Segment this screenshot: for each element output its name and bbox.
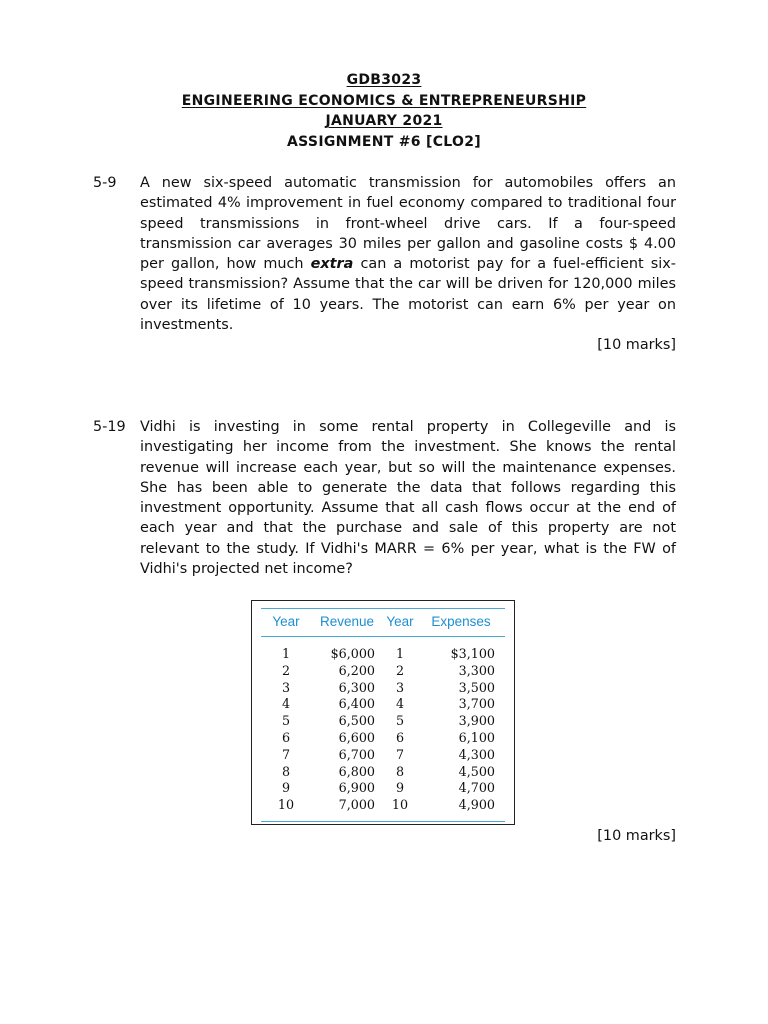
year-cell: 1 <box>395 646 405 661</box>
expenses-cell: 3,500 <box>458 679 495 695</box>
question-5-19 <box>93 417 676 579</box>
cash-flow-table <box>261 608 505 822</box>
header-revenue: Revenue <box>319 613 375 629</box>
year-cell: 7 <box>395 746 405 762</box>
expenses-cell: 4,300 <box>458 746 495 762</box>
table-row <box>261 780 505 797</box>
table-body <box>261 637 505 822</box>
revenue-cell: 6,900 <box>338 780 375 796</box>
table-row <box>261 764 505 781</box>
year-cell: 3 <box>395 679 405 695</box>
expenses-cell: 4,700 <box>458 780 495 796</box>
year-cell: 4 <box>281 696 291 712</box>
revenue-cell: 6,300 <box>338 679 375 695</box>
table-row <box>261 713 505 730</box>
table-row <box>261 680 505 697</box>
header-expenses: Expenses <box>431 613 491 629</box>
table-row <box>261 747 505 764</box>
question-text-part: A new six-speed automatic transmission for automobiles offers an estimated 4% improvement in fuel economy compared to traditional four speed transmissions in front-wheel drive cars. If a four-speed transmission car averages 30 miles per gallon and gasoline costs $ 4.00 per gallon, how much <box>140 175 676 273</box>
year-cell: 6 <box>395 729 405 745</box>
year-cell: 8 <box>395 763 405 779</box>
marks-label: [10 marks] <box>597 337 676 354</box>
expenses-cell: 3,300 <box>458 662 495 678</box>
course-code: GDB3023 <box>346 72 422 88</box>
document-header <box>0 70 768 152</box>
table-row <box>261 696 505 713</box>
date-heading: JANUARY 2021 <box>325 113 443 129</box>
year-cell: 9 <box>395 780 405 796</box>
question-text-part: can a motorist pay for a fuel-efficient six-speed transmission? Assume that the car will be driven for 120,000 miles over its lifetime of 10 years. The motorist can earn 6% per year on investments. <box>140 256 676 334</box>
revenue-cell: 6,400 <box>338 696 375 712</box>
revenue-cell: 6,700 <box>338 746 375 762</box>
expenses-cell: $3,100 <box>450 646 495 661</box>
expenses-cell: 4,900 <box>458 797 495 813</box>
marks-label: [10 marks] <box>597 828 676 844</box>
year-cell: 10 <box>391 797 409 813</box>
revenue-cell: 7,000 <box>338 797 375 813</box>
year-cell: 7 <box>281 746 291 762</box>
expenses-cell: 3,700 <box>458 696 495 712</box>
expenses-cell: 6,100 <box>458 729 495 745</box>
question-5-9 <box>93 173 676 356</box>
question-text: Vidhi is investing in some rental property in Collegeville and is investigating her income from the investment. She knows the rental revenue will increase each year, but so will the maintenance expenses. She has been able to generate the data that follows regarding this investment opportunity. Assume that all cash flows occur at the end of each year and that the purchase and sale of this property are not relevant to the study. If Vidhi's MARR = 6% per year, what is the FW of Vidhi's projected net income? <box>140 419 676 578</box>
revenue-cell: 6,800 <box>338 763 375 779</box>
revenue-cell: $6,000 <box>330 646 375 661</box>
year-cell: 9 <box>281 780 291 796</box>
question-number: 5-19 <box>93 419 126 435</box>
emphasis-text: extra <box>310 256 354 273</box>
revenue-cell: 6,600 <box>338 729 375 745</box>
revenue-cell: 6,200 <box>338 662 375 678</box>
header-year: Year <box>386 613 414 629</box>
table-header-row <box>261 609 505 637</box>
table-row <box>261 730 505 747</box>
expenses-cell: 3,900 <box>458 713 495 729</box>
year-cell: 2 <box>395 662 405 678</box>
table-row <box>261 637 505 663</box>
year-cell: 4 <box>395 696 405 712</box>
revenue-cell: 6,500 <box>338 713 375 729</box>
year-cell: 5 <box>395 713 405 729</box>
table-row <box>261 797 505 821</box>
assignment-heading: ASSIGNMENT #6 [CLO2] <box>287 133 481 150</box>
question-text <box>140 173 676 335</box>
year-cell: 6 <box>281 729 291 745</box>
year-cell: 2 <box>281 662 291 678</box>
expenses-cell: 4,500 <box>458 763 495 779</box>
year-cell: 5 <box>281 713 291 729</box>
year-cell: 8 <box>281 763 291 779</box>
table-row <box>261 663 505 680</box>
year-cell: 10 <box>277 797 295 813</box>
question-number: 5-9 <box>93 175 117 191</box>
year-cell: 1 <box>281 646 291 661</box>
header-year: Year <box>272 613 300 629</box>
course-title: ENGINEERING ECONOMICS & ENTREPRENEURSHIP <box>181 92 587 109</box>
cash-flow-table-frame <box>251 600 515 825</box>
year-cell: 3 <box>281 679 291 695</box>
